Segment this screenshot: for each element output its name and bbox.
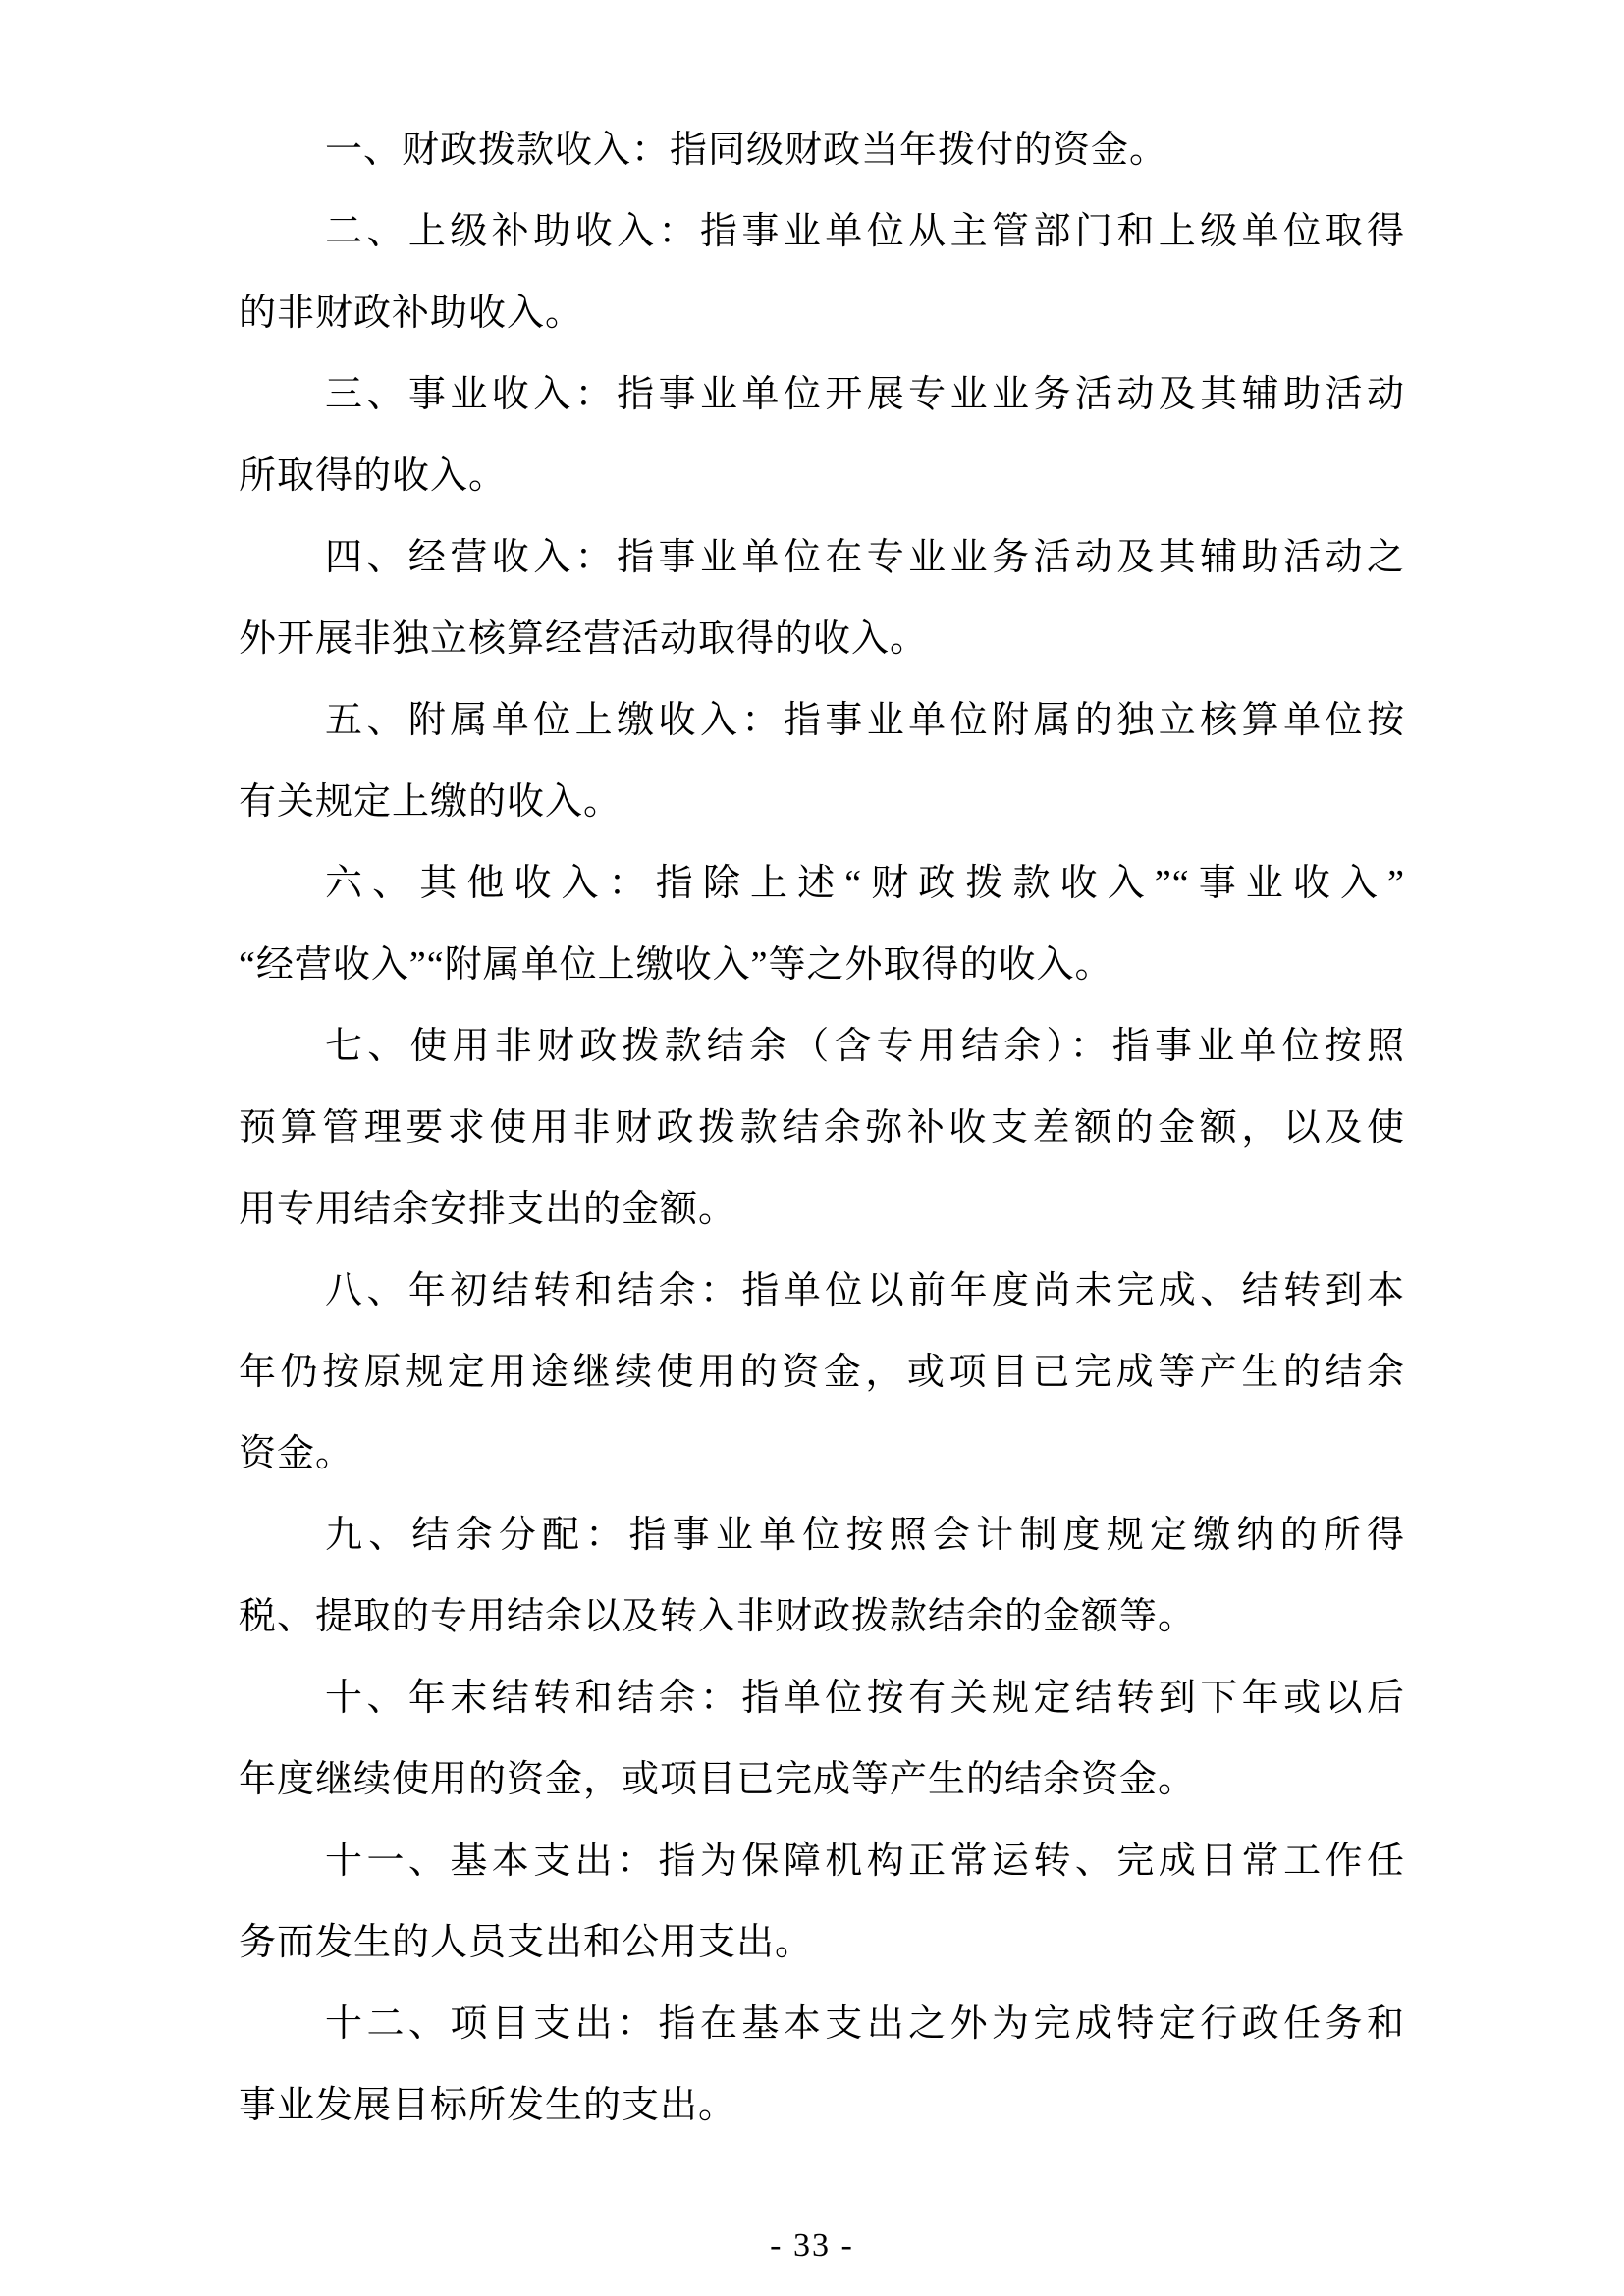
text-line: 所取得的收入。 — [239, 455, 508, 497]
text-line: 十一、基本支出：指为保障机构正常运转、完成日常工作任 — [325, 1841, 1405, 1882]
text-line: 一、财政拨款收入：指同级财政当年拨付的资金。 — [325, 130, 1168, 171]
text-line: 事业发展目标所发生的支出。 — [239, 2085, 737, 2126]
text-line: 六、其他收入：指除上述“财政拨款收入”“事业收入” — [325, 863, 1405, 904]
document-body — [239, 110, 1405, 2147]
text-line: 外开展非独立核算经营活动取得的收入。 — [239, 618, 929, 660]
text-line: 税、提取的专用结余以及转入非财政拨款结余的金额等。 — [239, 1596, 1197, 1637]
text-line: 务而发生的人员支出和公用支出。 — [239, 1922, 814, 1963]
text-line: “经营收入”“附属单位上缴收入”等之外取得的收入。 — [239, 944, 1113, 986]
text-line: 十、年末结转和结余：指单位按有关规定结转到下年或以后 — [325, 1678, 1405, 1719]
text-line: 三、事业收入：指事业单位开展专业业务活动及其辅助活动 — [325, 374, 1405, 415]
text-line: 的非财政补助收入。 — [239, 293, 584, 334]
text-line: 四、经营收入：指事业单位在专业业务活动及其辅助活动之 — [325, 537, 1405, 578]
page-number: - 33 - — [770, 2227, 854, 2264]
text-line: 用专用结余安排支出的金额。 — [239, 1189, 737, 1230]
text-line: 二、上级补助收入：指事业单位从主管部门和上级单位取得 — [325, 211, 1405, 252]
text-line: 五、附属单位上缴收入：指事业单位附属的独立核算单位按 — [325, 700, 1405, 741]
text-line: 八、年初结转和结余：指单位以前年度尚未完成、结转到本 — [325, 1270, 1405, 1311]
text-line: 十二、项目支出：指在基本支出之外为完成特定行政任务和 — [325, 2003, 1405, 2045]
text-line: 年度继续使用的资金，或项目已完成等产生的结余资金。 — [239, 1759, 1197, 1800]
text-line: 九、结余分配：指事业单位按照会计制度规定缴纳的所得 — [325, 1515, 1405, 1556]
text-line: 资金。 — [239, 1433, 354, 1474]
text-line: 有关规定上缴的收入。 — [239, 781, 623, 823]
text-line: 预算管理要求使用非财政拨款结余弥补收支差额的金额，以及使 — [239, 1107, 1405, 1148]
text-line: 年仍按原规定用途继续使用的资金，或项目已完成等产生的结余 — [239, 1352, 1405, 1393]
text-line: 七、使用非财政拨款结余（含专用结余）：指事业单位按照 — [325, 1026, 1405, 1067]
